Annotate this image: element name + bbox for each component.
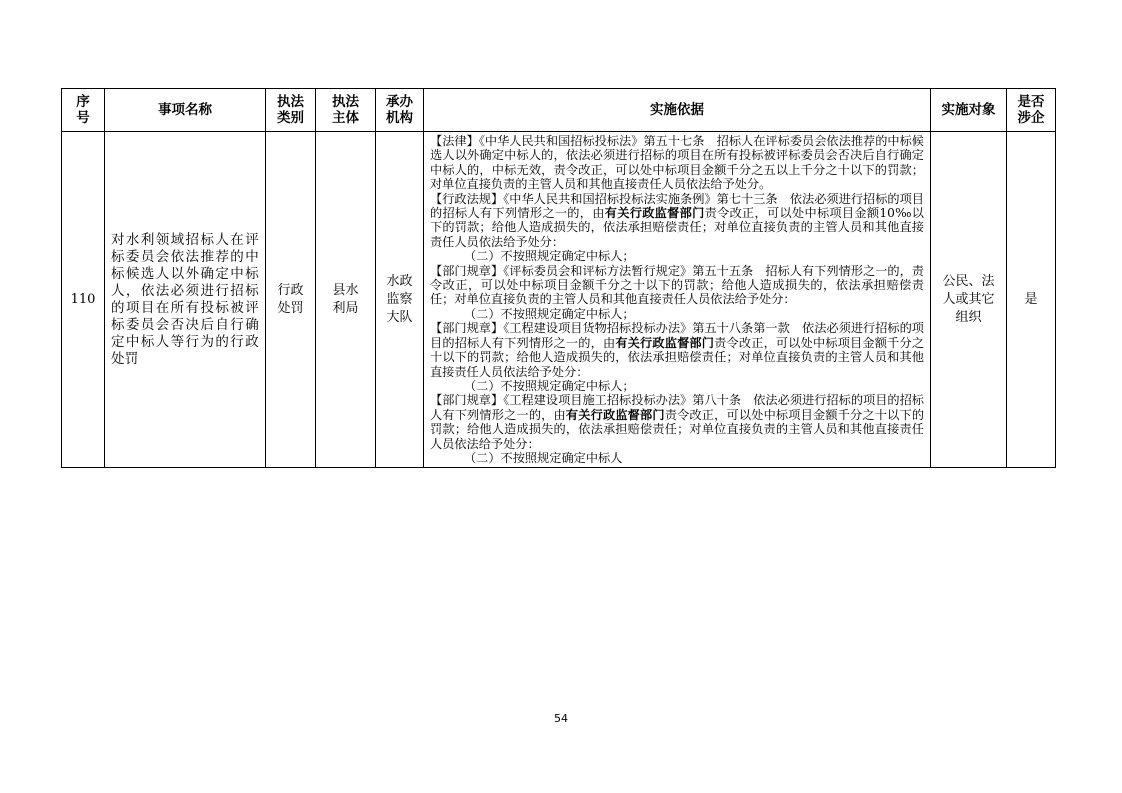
basis-rule-1: 【部门规章】《评标委员会和评标方法暂行规定》第五十五条 招标人有下列情形之一的，责令改正，可以处中标项目金额千分之十以下的罚款；给他人造成损失的，依法承担赔偿责任；对单位直接负责的主管人员和其他直接责任人员依法给予处分： <box>430 263 924 307</box>
page-number: 54 <box>554 712 568 725</box>
header-basis: 实施依据 <box>424 89 931 132</box>
header-row <box>62 89 1056 132</box>
basis-regulation: 【行政法规】《中华人民共和国招标投标法实施条例》第七十三条 依法必须进行招标的项目的招标人有下列情形之一的，由有关行政监督部门责令改正，可以处中标项目金额10‰以下的罚款；给他人造成损失的，依法承担赔偿责任；对单位直接负责的主管人员和其他直接责任人员依法给予处分： <box>430 191 924 249</box>
header-item-name: 事项名称 <box>105 89 266 132</box>
enforcement-table <box>61 88 1056 468</box>
cell-basis <box>424 132 931 468</box>
header-enterprise: 是否涉企 <box>1007 89 1056 132</box>
cell-seq: 110 <box>62 132 105 468</box>
basis-rule-3: 【部门规章】《工程建设项目施工招标投标办法》第八十条 依法必须进行招标的项目的招标人有下列情形之一的，由有关行政监督部门责令改正，可以处中标项目金额千分之十以下的罚款；给他人造成损失的，依法承担赔偿责任；对单位直接负责的主管人员和其他直接责任人员依法给予处分： <box>430 393 925 451</box>
header-category: 执法类别 <box>266 89 316 132</box>
basis-clause: （二）不按照规定确定中标人； <box>464 249 635 264</box>
basis-clause: （二）不按照规定确定中标人； <box>464 306 635 321</box>
basis-bold-authority: 有关行政监督部门 <box>604 206 705 221</box>
basis-bold-authority: 有关行政监督部门 <box>615 335 715 350</box>
basis-rule-2: 【部门规章】《工程建设项目货物招标投标办法》第五十八条第一款 依法必须进行招标的项目的招标人有下列情形之一的，由有关行政监督部门责令改正，可以处中标项目金额千分之十以下的罚款；给他人造成损失的，依法承担赔偿责任；对单位直接负责的主管人员和其他直接责任人员依法给予处分： <box>430 321 925 379</box>
cell-subject: 县水利局 <box>316 132 376 468</box>
cell-target: 公民、法人或其它组织 <box>931 132 1007 468</box>
cell-item-name: 对水利领域招标人在评标委员会依法推荐的中标候选人以外确定中标人，依法必须进行招标的项目在所有投标被评标委员会否决后自行确定中标人等行为的行政处罚 <box>105 132 266 468</box>
header-agency: 承办机构 <box>376 89 424 132</box>
cell-agency: 水政监察大队 <box>376 132 424 468</box>
basis-clause: （二）不按照规定确定中标人 <box>464 450 623 465</box>
basis-bold-authority: 有关行政监督部门 <box>565 407 665 422</box>
basis-law: 【法律】《中华人民共和国招标投标法》第五十七条 招标人在评标委员会依法推荐的中标候选人以外确定中标人的，依法必须进行招标的项目在所有投标被评标委员会否决后自行确定中标人的，中标无效，责令改正，可以处中标项目金额千分之五以上千分之十以下的罚款；对单位直接负责的主管人员和其他直接责任人员依法给予处分。 <box>430 134 924 192</box>
table-row <box>62 132 1056 468</box>
header-target: 实施对象 <box>931 89 1007 132</box>
basis-clause: （二）不按照规定确定中标人； <box>464 378 635 393</box>
header-seq: 序号 <box>62 89 105 132</box>
cell-enterprise: 是 <box>1007 132 1056 468</box>
cell-category: 行政处罚 <box>266 132 316 468</box>
header-subject: 执法主体 <box>316 89 376 132</box>
